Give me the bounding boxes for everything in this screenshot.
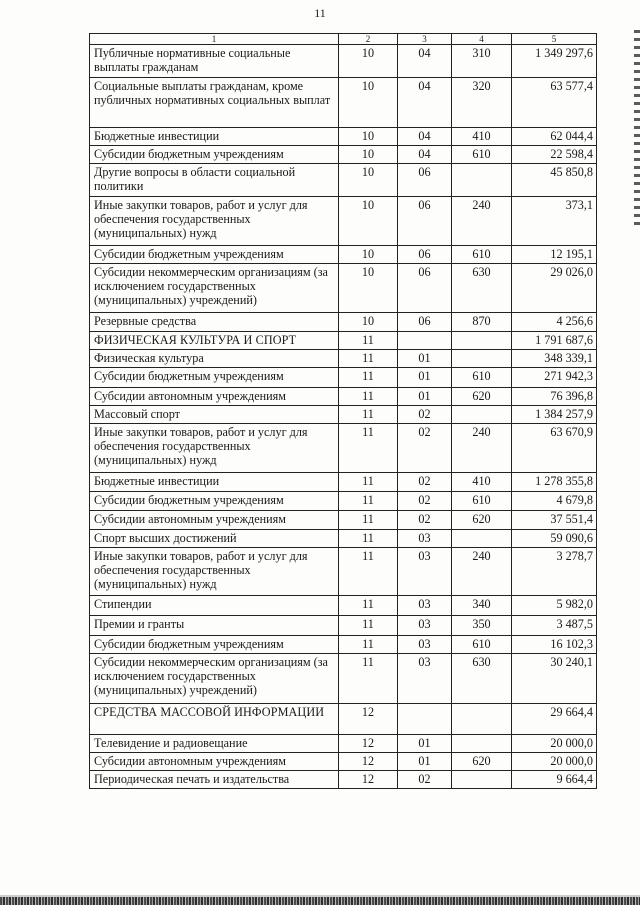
table-row bbox=[90, 78, 597, 128]
table-row bbox=[90, 45, 597, 78]
row-expense-type-code: 410 bbox=[452, 128, 512, 146]
column-header-5: 5 bbox=[512, 34, 597, 45]
row-expense-type-code bbox=[452, 704, 512, 735]
row-amount: 1 791 687,6 bbox=[512, 332, 597, 350]
row-subsection-code: 01 bbox=[398, 350, 452, 368]
row-subsection-code: 02 bbox=[398, 771, 452, 789]
row-subsection-code: 04 bbox=[398, 78, 452, 128]
row-section-code: 10 bbox=[339, 78, 398, 128]
row-amount: 3 278,7 bbox=[512, 548, 597, 596]
row-section-code: 11 bbox=[339, 511, 398, 530]
row-subsection-code: 01 bbox=[398, 368, 452, 388]
table-row bbox=[90, 406, 597, 424]
row-subsection-code: 06 bbox=[398, 197, 452, 246]
row-amount: 1 349 297,6 bbox=[512, 45, 597, 78]
row-subsection-code: 06 bbox=[398, 164, 452, 197]
row-subsection-code: 06 bbox=[398, 313, 452, 332]
row-section-code: 10 bbox=[339, 146, 398, 164]
row-section-code: 11 bbox=[339, 388, 398, 406]
row-name: Социальные выплаты гражданам, кроме публичных нормативных социальных выплат bbox=[90, 78, 339, 128]
table-row bbox=[90, 654, 597, 704]
row-name: Субсидии бюджетным учреждениям bbox=[90, 492, 339, 511]
row-section-code: 10 bbox=[339, 264, 398, 313]
row-section-code: 11 bbox=[339, 636, 398, 654]
row-subsection-code: 03 bbox=[398, 548, 452, 596]
row-name: Периодическая печать и издательства bbox=[90, 771, 339, 789]
row-expense-type-code: 610 bbox=[452, 368, 512, 388]
row-amount: 30 240,1 bbox=[512, 654, 597, 704]
row-section-code: 11 bbox=[339, 350, 398, 368]
row-amount: 63 577,4 bbox=[512, 78, 597, 128]
table-row bbox=[90, 368, 597, 388]
row-amount: 271 942,3 bbox=[512, 368, 597, 388]
table-row bbox=[90, 753, 597, 771]
row-name: СРЕДСТВА МАССОВОЙ ИНФОРМАЦИИ bbox=[90, 704, 339, 735]
table-row bbox=[90, 596, 597, 616]
row-name: Иные закупки товаров, работ и услуг для обеспечения государственных (муниципальных) нужд bbox=[90, 197, 339, 246]
table-row bbox=[90, 350, 597, 368]
row-amount: 16 102,3 bbox=[512, 636, 597, 654]
scan-bottom-strip bbox=[0, 897, 640, 905]
row-expense-type-code: 620 bbox=[452, 753, 512, 771]
row-name: Субсидии некоммерческим организациям (за исключением государственных (муниципальных) учреждений) bbox=[90, 264, 339, 313]
row-subsection-code: 03 bbox=[398, 654, 452, 704]
row-expense-type-code bbox=[452, 771, 512, 789]
row-name: Субсидии бюджетным учреждениям bbox=[90, 636, 339, 654]
table-row bbox=[90, 704, 597, 735]
row-section-code: 11 bbox=[339, 548, 398, 596]
row-expense-type-code bbox=[452, 406, 512, 424]
table-row bbox=[90, 492, 597, 511]
row-section-code: 12 bbox=[339, 704, 398, 735]
row-amount: 20 000,0 bbox=[512, 735, 597, 753]
row-subsection-code: 06 bbox=[398, 246, 452, 264]
row-amount: 59 090,6 bbox=[512, 530, 597, 548]
row-section-code: 10 bbox=[339, 128, 398, 146]
row-expense-type-code: 350 bbox=[452, 616, 512, 636]
row-section-code: 12 bbox=[339, 735, 398, 753]
column-number-row bbox=[90, 34, 597, 45]
row-expense-type-code bbox=[452, 164, 512, 197]
row-amount: 37 551,4 bbox=[512, 511, 597, 530]
row-name: Резервные средства bbox=[90, 313, 339, 332]
row-amount: 62 044,4 bbox=[512, 128, 597, 146]
row-section-code: 11 bbox=[339, 654, 398, 704]
row-expense-type-code: 340 bbox=[452, 596, 512, 616]
row-expense-type-code bbox=[452, 350, 512, 368]
row-subsection-code: 01 bbox=[398, 735, 452, 753]
row-amount: 1 384 257,9 bbox=[512, 406, 597, 424]
row-section-code: 11 bbox=[339, 473, 398, 492]
row-amount: 45 850,8 bbox=[512, 164, 597, 197]
row-section-code: 10 bbox=[339, 313, 398, 332]
row-amount: 12 195,1 bbox=[512, 246, 597, 264]
row-name: Телевидение и радиовещание bbox=[90, 735, 339, 753]
column-header-3: 3 bbox=[398, 34, 452, 45]
row-section-code: 11 bbox=[339, 424, 398, 473]
row-name: Массовый спорт bbox=[90, 406, 339, 424]
row-name: Субсидии бюджетным учреждениям bbox=[90, 246, 339, 264]
table-row bbox=[90, 388, 597, 406]
row-section-code: 11 bbox=[339, 332, 398, 350]
row-amount: 29 664,4 bbox=[512, 704, 597, 735]
page-number: 11 bbox=[314, 6, 326, 20]
row-section-code: 11 bbox=[339, 406, 398, 424]
row-subsection-code: 02 bbox=[398, 473, 452, 492]
row-amount: 348 339,1 bbox=[512, 350, 597, 368]
column-header-4: 4 bbox=[452, 34, 512, 45]
row-amount: 9 664,4 bbox=[512, 771, 597, 789]
row-expense-type-code: 610 bbox=[452, 636, 512, 654]
row-expense-type-code: 410 bbox=[452, 473, 512, 492]
budget-table bbox=[89, 33, 597, 789]
table-row bbox=[90, 636, 597, 654]
row-amount: 76 396,8 bbox=[512, 388, 597, 406]
row-name: Премии и гранты bbox=[90, 616, 339, 636]
row-name: Физическая культура bbox=[90, 350, 339, 368]
row-name: Иные закупки товаров, работ и услуг для обеспечения государственных (муниципальных) нужд bbox=[90, 548, 339, 596]
row-amount: 5 982,0 bbox=[512, 596, 597, 616]
table-row bbox=[90, 511, 597, 530]
row-section-code: 10 bbox=[339, 164, 398, 197]
table-row bbox=[90, 264, 597, 313]
row-subsection-code: 02 bbox=[398, 492, 452, 511]
row-name: ФИЗИЧЕСКАЯ КУЛЬТУРА И СПОРТ bbox=[90, 332, 339, 350]
row-expense-type-code: 320 bbox=[452, 78, 512, 128]
row-name: Субсидии бюджетным учреждениям bbox=[90, 146, 339, 164]
row-name: Стипендии bbox=[90, 596, 339, 616]
row-amount: 3 487,5 bbox=[512, 616, 597, 636]
row-amount: 20 000,0 bbox=[512, 753, 597, 771]
row-section-code: 10 bbox=[339, 246, 398, 264]
table-row bbox=[90, 771, 597, 789]
row-amount: 1 278 355,8 bbox=[512, 473, 597, 492]
row-subsection-code: 03 bbox=[398, 596, 452, 616]
row-expense-type-code: 240 bbox=[452, 197, 512, 246]
row-section-code: 11 bbox=[339, 616, 398, 636]
row-expense-type-code: 240 bbox=[452, 424, 512, 473]
row-amount: 373,1 bbox=[512, 197, 597, 246]
row-expense-type-code: 870 bbox=[452, 313, 512, 332]
table-row bbox=[90, 332, 597, 350]
row-section-code: 11 bbox=[339, 596, 398, 616]
row-subsection-code: 04 bbox=[398, 45, 452, 78]
row-expense-type-code: 620 bbox=[452, 388, 512, 406]
row-expense-type-code: 620 bbox=[452, 511, 512, 530]
row-amount: 4 256,6 bbox=[512, 313, 597, 332]
table-row bbox=[90, 246, 597, 264]
row-expense-type-code bbox=[452, 530, 512, 548]
row-name: Субсидии автономным учреждениям bbox=[90, 388, 339, 406]
table-row bbox=[90, 164, 597, 197]
row-name: Субсидии некоммерческим организациям (за исключением государственных (муниципальных) учреждений) bbox=[90, 654, 339, 704]
table-row bbox=[90, 128, 597, 146]
row-name: Бюджетные инвестиции bbox=[90, 128, 339, 146]
table-row bbox=[90, 473, 597, 492]
row-section-code: 12 bbox=[339, 753, 398, 771]
row-subsection-code: 02 bbox=[398, 424, 452, 473]
row-expense-type-code: 610 bbox=[452, 246, 512, 264]
row-expense-type-code: 310 bbox=[452, 45, 512, 78]
row-amount: 63 670,9 bbox=[512, 424, 597, 473]
row-subsection-code bbox=[398, 704, 452, 735]
row-subsection-code: 03 bbox=[398, 616, 452, 636]
row-name: Субсидии бюджетным учреждениям bbox=[90, 368, 339, 388]
row-subsection-code: 01 bbox=[398, 753, 452, 771]
row-expense-type-code bbox=[452, 332, 512, 350]
column-header-2: 2 bbox=[339, 34, 398, 45]
row-name: Субсидии автономным учреждениям bbox=[90, 511, 339, 530]
row-name: Другие вопросы в области социальной политики bbox=[90, 164, 339, 197]
table-row bbox=[90, 197, 597, 246]
row-section-code: 11 bbox=[339, 368, 398, 388]
table-row bbox=[90, 530, 597, 548]
row-name: Бюджетные инвестиции bbox=[90, 473, 339, 492]
row-section-code: 10 bbox=[339, 197, 398, 246]
row-expense-type-code: 630 bbox=[452, 264, 512, 313]
scan-edge-marks bbox=[634, 30, 640, 230]
table-row bbox=[90, 735, 597, 753]
budget-table-container bbox=[89, 33, 596, 789]
row-expense-type-code: 610 bbox=[452, 492, 512, 511]
row-subsection-code: 01 bbox=[398, 388, 452, 406]
row-subsection-code: 03 bbox=[398, 636, 452, 654]
table-body bbox=[90, 45, 597, 789]
row-expense-type-code bbox=[452, 735, 512, 753]
table-row bbox=[90, 548, 597, 596]
row-name: Спорт высших достижений bbox=[90, 530, 339, 548]
row-expense-type-code: 240 bbox=[452, 548, 512, 596]
row-expense-type-code: 610 bbox=[452, 146, 512, 164]
table-row bbox=[90, 313, 597, 332]
row-amount: 4 679,8 bbox=[512, 492, 597, 511]
row-subsection-code: 02 bbox=[398, 511, 452, 530]
row-amount: 22 598,4 bbox=[512, 146, 597, 164]
row-name: Публичные нормативные социальные выплаты гражданам bbox=[90, 45, 339, 78]
row-name: Иные закупки товаров, работ и услуг для обеспечения государственных (муниципальных) нужд bbox=[90, 424, 339, 473]
row-subsection-code: 04 bbox=[398, 128, 452, 146]
table-row bbox=[90, 424, 597, 473]
row-expense-type-code: 630 bbox=[452, 654, 512, 704]
row-subsection-code: 06 bbox=[398, 264, 452, 313]
row-subsection-code: 02 bbox=[398, 406, 452, 424]
table-row bbox=[90, 616, 597, 636]
row-subsection-code: 04 bbox=[398, 146, 452, 164]
row-name: Субсидии автономным учреждениям bbox=[90, 753, 339, 771]
row-subsection-code bbox=[398, 332, 452, 350]
row-section-code: 11 bbox=[339, 530, 398, 548]
table-row bbox=[90, 146, 597, 164]
row-section-code: 12 bbox=[339, 771, 398, 789]
row-section-code: 11 bbox=[339, 492, 398, 511]
row-amount: 29 026,0 bbox=[512, 264, 597, 313]
row-section-code: 10 bbox=[339, 45, 398, 78]
row-subsection-code: 03 bbox=[398, 530, 452, 548]
column-header-1: 1 bbox=[90, 34, 339, 45]
